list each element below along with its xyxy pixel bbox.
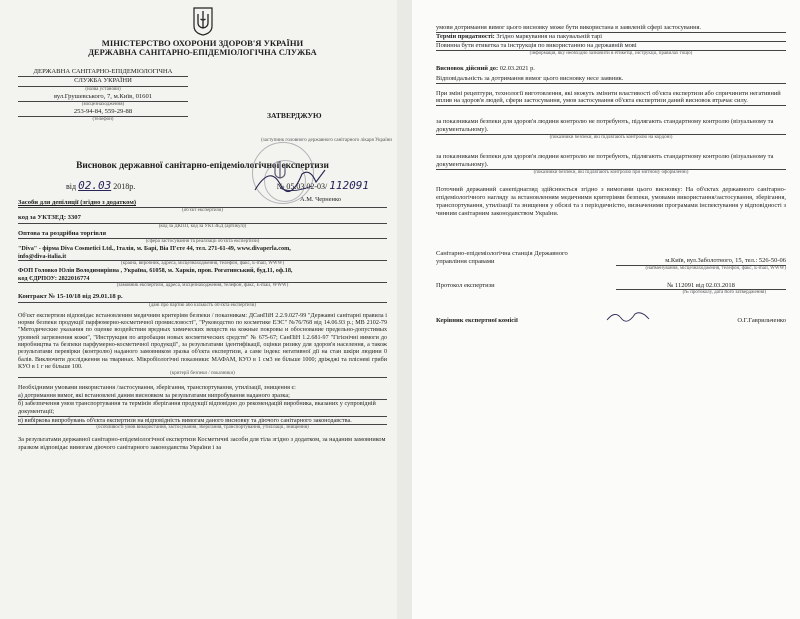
- code-label: код за УКТЗЕД: 3307: [18, 214, 387, 223]
- border-control-caption: (показники безпеки, які підлягають контролю на кордоні): [549, 135, 673, 141]
- org-phones: 253-94-84, 559-29-88: [18, 108, 188, 117]
- org-name-caption: (назва установи): [85, 86, 121, 92]
- station-block: [436, 250, 786, 266]
- scope-caption: (сфера застосування та реалізації об'єкта експертизи): [145, 239, 260, 245]
- date-prefix: від: [66, 182, 77, 192]
- code-caption: (код за ДКПП, код за УКТЗЕД (артикул)): [158, 223, 247, 229]
- commission-head-block: [436, 308, 786, 324]
- condition-b: б) забезпечення умов транспортування та термінів зберігання продукції відповідно до рекомендацій виробника, вказаних у супровідній документації;: [18, 400, 387, 416]
- maker-caption: (країна, виробник, адреса, місцезнаходження, телефон, факс, E-mail, WWW): [120, 261, 285, 267]
- station-address: м.Київ, вул.Заболотного, 15, тел.: 526-50-06: [616, 257, 786, 266]
- document-page-left: [0, 0, 397, 619]
- date-line: [18, 179, 135, 192]
- station-name: Санітарно-епідеміологічна станція Державного управління справами: [436, 249, 568, 265]
- signer-name: А.М. Черненко: [300, 196, 341, 203]
- criteria-text: Об'єкт експертизи відповідає встановленим медичним критеріям безпеки / показникам: ДСанПіН 2.2.9.027-99 "Державні санітарні правила і норми безпеки продукції парфюмерно-косметичної промисловості", "Руководство по косметике ЕЭС" №76/768 від 14.06.93 р.; МВ 2102-79 "Методические указания по оценке воздействия вредных химических веществ на кожные покровы и обоснование предельно-допустимых уровней загрязнения кожи", "Инструкция по апробации новых косметических средств" № 675-67; СанПіН 1.2.681-97 "Гігієнічні вимоги до виробництва та безпеки парфумерно-косметичної продукції", за результатами ідентифікації, оцінки ризику для здоров'я населення, а також результатами перевірки (контролю) наданого замовником зразка об'єкта експертизи, а саме індекс негативної дії на стан шкіри людини 0 балів. Виключити дослідження на тваринах. Мікробіологічні показники: МАФАМ, КУО в 1 см3 не більше 1000; дріжджі та плісневі гриби КУО в 1 г не більше 100.: [18, 312, 387, 370]
- approval-block: [212, 112, 392, 144]
- applicant-caption: (замовник експертизи, адреса, місцезнаходження, телефон, факс, E-mail, WWW): [116, 283, 289, 289]
- continuation-line: умови дотримання вимог цього висновку може бути використана в заявленій сфері застосування.: [436, 24, 786, 33]
- validity-value: 02.03.2021 р.: [499, 64, 535, 72]
- conclusion-start: За результатами державної санітарно-епідеміологічної експертизи Косметичні засоби для тіла згідно з додатком, за наданим замовником зразком відповідає вимогам діючого санітарного законодавства України і за: [18, 436, 386, 451]
- commission-head-name: О.Г.Гаврильченко: [737, 316, 786, 324]
- station-caption: (найменування, місцезнаходження, телефон, факс, E-mail, WWW): [645, 265, 786, 271]
- org-name-line-1: ДЕРЖАВНА САНІТАРНО-ЕПІДЕМІОЛОГІЧНА: [18, 68, 188, 77]
- protocol-label: Протокол експертизи: [436, 281, 495, 289]
- shelf-life-label: Термін придатності:: [436, 32, 495, 40]
- service-title: ДЕРЖАВНА САНІТАРНО-ЕПІДЕМІОЛОГІЧНА СЛУЖБА: [88, 48, 317, 57]
- commission-head-signature-icon: [605, 308, 651, 324]
- shelf-life-line: [436, 33, 786, 42]
- current-supervision-text: Поточний державний санепіднагляд здійснюється згідно з вимогами цього висновку: На об'єктах державного санітарно-епідеміологічного нагляду за встановленням медичними критеріями безпеки, умовами використання/застосування, зберігання, транспортування, утилізації та знищення у обсязі та з періодичністю, визначеними програмами інспектування у відповідності з чинним санітарним законодавством України.: [436, 185, 786, 217]
- ministry-title: МІНІСТЕРСТВО ОХОРОНИ ЗДОРОВ'Я УКРАЇНИ: [101, 38, 304, 48]
- validity-label: Висновок дійсний до:: [436, 64, 499, 72]
- criteria-caption: (критерії безпеки / показники): [18, 371, 387, 378]
- border-control-text: за показниками безпеки для здоров'я людини контролю не потребують, підлягають стандартному контролю (візуальному та документальному).: [436, 118, 786, 135]
- conditions-intro: Необхідними умовами використання /застосування, зберігання, транспортування, утилізації, знищення є:: [18, 384, 296, 392]
- shelf-life-value: Згідно маркування на пакувальній тарі: [496, 32, 603, 40]
- org-phones-caption: (телефон): [92, 117, 114, 123]
- contract-line: Контракт № 15-10/18 від 29.01.18 р.: [18, 293, 387, 302]
- maker-line-1: "Diva" - фірма Diva Cosmetici Ltd., Італія, м. Барі, Віа П'єте 44, тел. 271-61-49, www.divaperla.com,: [18, 245, 291, 253]
- conditions-block: [18, 384, 387, 425]
- customs-control-text: за показниками безпеки для здоров'я людини контролю не потребують, підлягають стандартному контролю (візуальному та документальному).: [436, 153, 786, 170]
- protocol-value: № 112091 від 02.03.2018: [616, 282, 786, 290]
- object-caption: (об'єкт експертизи): [182, 208, 223, 214]
- org-name-line-2: СЛУЖБА УКРАЇНИ: [18, 77, 188, 86]
- protocol-block: [436, 282, 786, 290]
- customs-control-caption: (показники безпеки, які підлягають контролю при митному оформленні): [533, 169, 689, 175]
- approve-heading: ЗАТВЕРДЖУЮ: [267, 111, 322, 120]
- responsibility-line: Відповідальність за дотримання вимог цього висновку несе заявник.: [436, 75, 786, 84]
- org-address-caption: (місцезнаходження): [81, 101, 125, 107]
- recipe-change-note: При зміні рецептури, технології виготовлення, які можуть змінити властивості об'єкта експертизи або спричинити негативний вплив на здоров'я людей, сфери застосування, умов застосування об'єкта експертизи даний висновок втрачає силу.: [436, 90, 786, 107]
- date-year: 2018р.: [113, 182, 136, 192]
- condition-a: а) дотримання вимог, які встановлені даним висновком за результатами випробування наданого зразка;: [18, 392, 387, 401]
- document-title: Висновок державної санітарно-епідеміологічної експертизи: [76, 161, 329, 172]
- validity-line: [436, 65, 786, 73]
- contract-caption: (дані про партію або кількість об'єкта експертизи): [149, 302, 256, 308]
- commission-head-label: Керівник експертної комісії: [436, 316, 518, 324]
- approve-caption: (заступник головного державного санітарного лікаря України: [260, 138, 392, 143]
- label-requirement-caption: (інформація, яку необхідно зазначити в етикетці, інструкції, правилах тощо): [529, 50, 693, 56]
- conditions-caption: (особливості умов використання, застосування, зберігання, транспортування, утилізації, знищення): [96, 425, 309, 431]
- document-page-right: [412, 0, 800, 619]
- date-handwritten: 02.03: [78, 179, 112, 193]
- maker-line-2: info@diva-italia.it: [18, 253, 387, 262]
- condition-c: в) вибіркова випробувань об'єкта експертизи на відповідність вимогам даного висновку та діючого санітарного законодавства.: [18, 417, 387, 426]
- scope-label: Оптова та роздрібна торгівля: [18, 230, 387, 239]
- label-requirement: Повинна бути етикетка та інструкція по використанню на державній мові: [436, 42, 786, 51]
- number-prefix: № 05.03.02-03/: [276, 182, 328, 192]
- object-label: Засоби для депіляції (згідно з додатком): [18, 199, 387, 208]
- applicant-line-1: ФОП Головко Юлія Володимирівна , Україна, 61058, м. Харків, пров. Рогатинський, буд.11, оф.18,: [18, 267, 293, 275]
- number-handwritten: 112091: [329, 179, 369, 193]
- org-address: вул.Грушевського, 7, м.Київ, 01601: [18, 93, 188, 102]
- ukraine-trident-emblem-icon: [192, 6, 214, 36]
- applicant-line-2: код ЄДРПОУ: 2822016774: [18, 275, 387, 284]
- protocol-caption: (№ протоколу, дата його затвердження): [682, 289, 766, 295]
